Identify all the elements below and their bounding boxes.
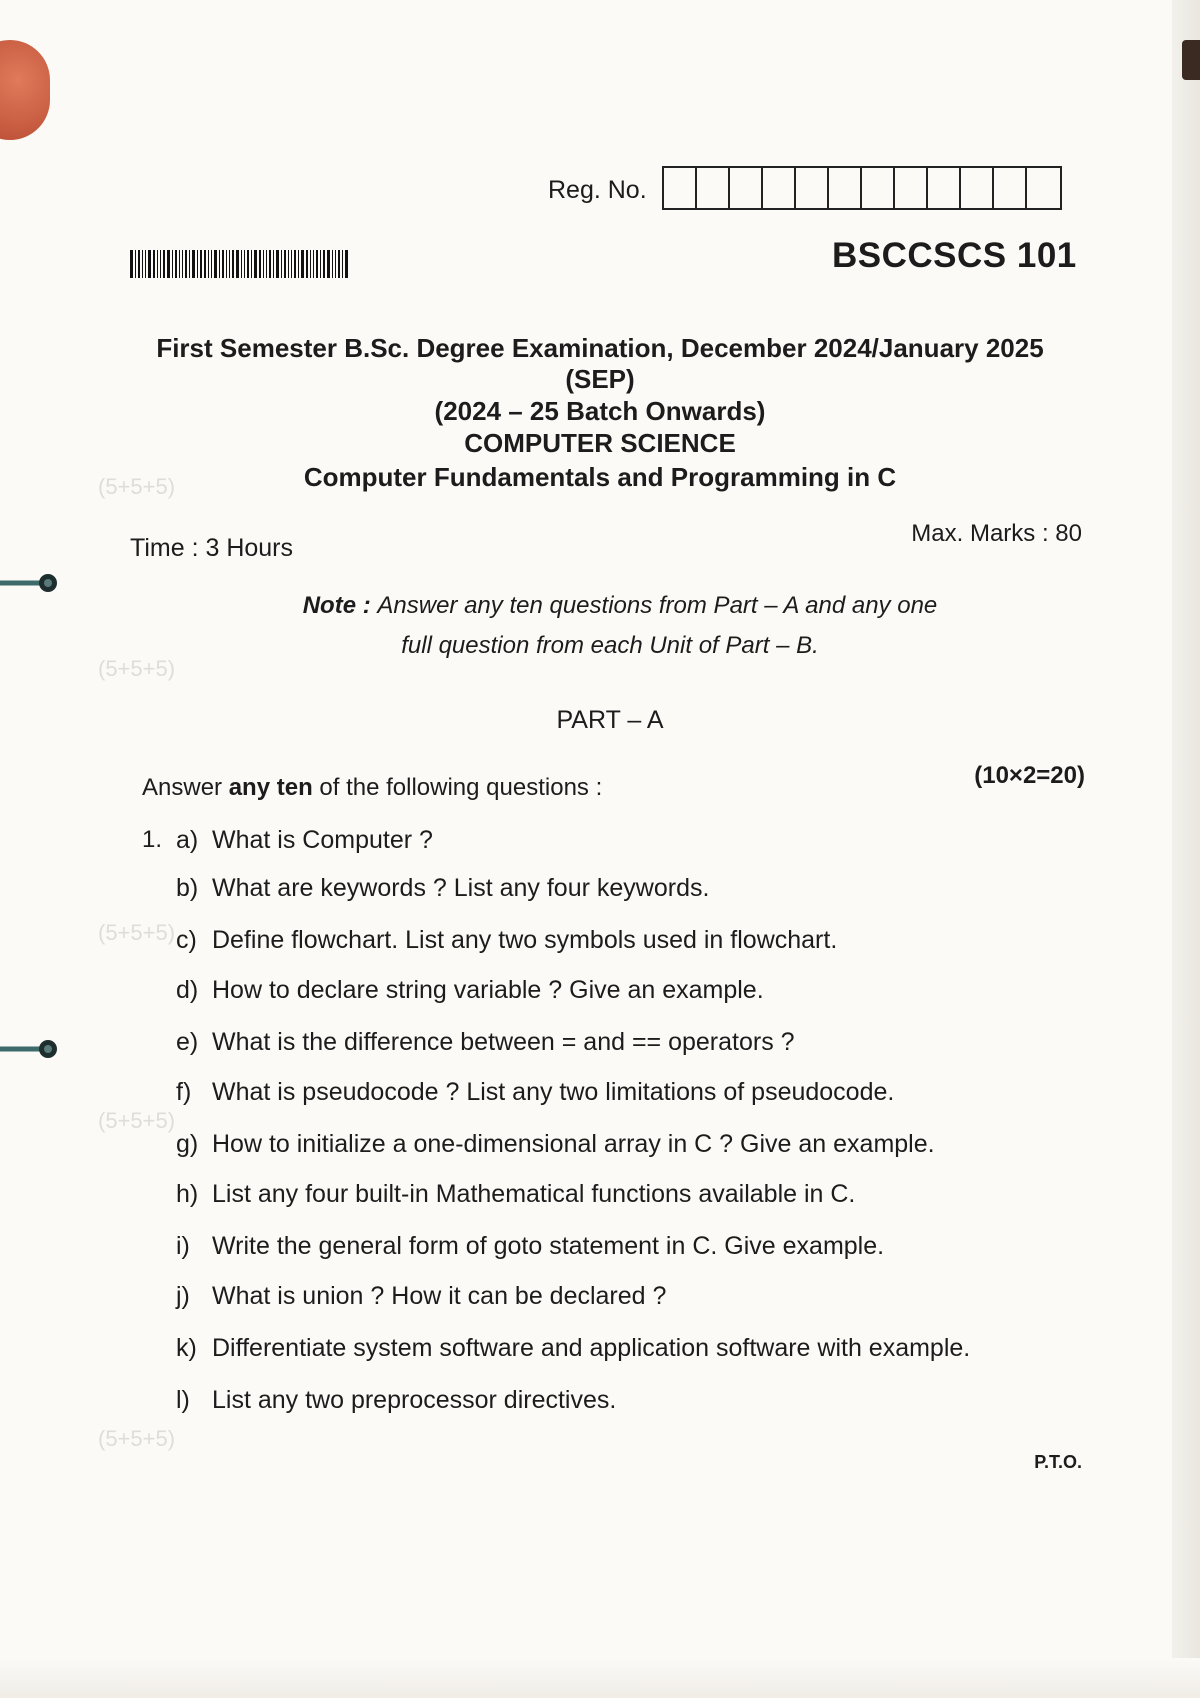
question-text: How to initialize a one-dimensional array in C ? Give an example. (212, 1130, 935, 1158)
question-item (176, 1232, 884, 1261)
barcode-bar (167, 250, 170, 278)
barcode-bar (163, 250, 165, 278)
reg-no-label: Reg. No. (548, 176, 647, 204)
question-label: d) (176, 976, 199, 1004)
question-label: h) (176, 1180, 199, 1208)
max-marks: Max. Marks : 80 (911, 520, 1082, 547)
barcode-bar (138, 250, 140, 278)
barcode-bar (192, 250, 195, 278)
instruction-bold: any ten (228, 774, 313, 801)
bleed-through: (5+5+5) (98, 474, 176, 499)
question-item (176, 926, 837, 955)
barcode-bar (269, 250, 271, 278)
barcode-bar (236, 250, 239, 278)
bleed-through: (5+5+5) (98, 656, 176, 681)
barcode-bar (327, 250, 330, 278)
question-number: 1. (142, 826, 163, 853)
note-prefix: Note : (302, 592, 378, 619)
question-item (176, 1334, 970, 1363)
barcode-bar (219, 250, 220, 278)
question-label: b) (176, 874, 199, 902)
barcode-bar (313, 250, 314, 278)
barcode-bar (208, 250, 209, 278)
barcode-bar (222, 250, 224, 278)
barcode-bar (241, 250, 242, 278)
question-label: f) (176, 1078, 192, 1106)
part-marks: (10×2=20) (974, 762, 1085, 789)
barcode-bar (244, 250, 245, 278)
instruction-post: of the following questions : (312, 774, 603, 801)
reg-no-box[interactable] (862, 168, 895, 208)
barcode-bar (179, 250, 180, 278)
barcode (130, 250, 392, 278)
barcode-bar (160, 250, 161, 278)
question-text: Define flowchart. List any two symbols used in flowchart. (212, 926, 838, 954)
barcode-bar (345, 250, 348, 278)
barcode-bar (306, 250, 308, 278)
page-edge-bottom (0, 1658, 1200, 1698)
barcode-bar (320, 250, 321, 278)
note-text-2: full question from each Unit of Part – B. (401, 632, 819, 659)
barcode-bar (232, 250, 234, 278)
question-label: l) (176, 1386, 190, 1414)
reg-no-box[interactable] (928, 168, 961, 208)
course-title: Computer Fundamentals and Programming in C (303, 462, 897, 492)
question-text: Write the general form of goto statement in C. Give example. (212, 1232, 885, 1260)
reg-no-box[interactable] (664, 168, 697, 208)
barcode-bar (276, 250, 279, 278)
reg-no-box[interactable] (829, 168, 862, 208)
barcode-bar (229, 250, 230, 278)
binder-clip (1182, 40, 1200, 80)
barcode-bar (266, 250, 267, 278)
question-label: a) (176, 826, 199, 854)
reg-no-box[interactable] (994, 168, 1027, 208)
barcode-bar (298, 250, 299, 278)
instruction (142, 774, 602, 802)
note-text-1: Answer any ten questions from Part – A and any one (377, 592, 938, 619)
barcode-bar (135, 250, 136, 278)
bleed-through: (5+5+5) (98, 1108, 176, 1133)
question-item (176, 826, 433, 855)
question-text: What is union ? How it can be declared ? (212, 1282, 667, 1310)
barcode-bar (338, 250, 340, 278)
barcode-bar (157, 250, 158, 278)
barcode-bar (189, 250, 190, 278)
barcode-bar (284, 250, 286, 278)
bleed-through: (5+5+5) (98, 920, 176, 945)
barcode-bar (310, 250, 311, 278)
note-line-1 (20, 592, 1200, 620)
barcode-bar (263, 250, 264, 278)
barcode-bar (153, 250, 155, 278)
question-text: What is Computer ? (212, 826, 433, 854)
question-text: List any four built-in Mathematical functions available in C. (212, 1180, 856, 1208)
barcode-bar (259, 250, 261, 278)
question-text: What are keywords ? List any four keywords. (212, 874, 710, 902)
barcode-bar (211, 250, 212, 278)
barcode-bar (175, 250, 177, 278)
question-item (176, 1028, 795, 1057)
reg-no-box[interactable] (730, 168, 763, 208)
question-label: i) (176, 1232, 190, 1260)
question-item (176, 1180, 855, 1209)
instruction-pre: Answer (142, 774, 229, 801)
barcode-bar (200, 250, 202, 278)
barcode-bar (197, 250, 198, 278)
exam-title: First Semester B.Sc. Degree Examination, December 2024/January 2025 (156, 333, 1044, 363)
binding-ring (0, 572, 62, 594)
barcode-bar (342, 250, 343, 278)
barcode-bar (204, 250, 206, 278)
reg-no-box[interactable] (961, 168, 994, 208)
barcode-bar (247, 250, 249, 278)
barcode-bar (130, 250, 133, 278)
question-item (176, 1078, 894, 1107)
question-label: j) (176, 1282, 190, 1310)
reg-no-box[interactable] (763, 168, 796, 208)
time-allowed: Time : 3 Hours (130, 534, 294, 562)
barcode-bar (185, 250, 187, 278)
bleed-through: (5+5+5) (98, 1426, 176, 1451)
part-heading: PART – A (556, 706, 664, 734)
barcode-bar (142, 250, 143, 278)
barcode-bar (182, 250, 183, 278)
reg-no-box[interactable] (796, 168, 829, 208)
barcode-bar (281, 250, 282, 278)
barcode-bar (291, 250, 292, 278)
reg-no-box[interactable] (895, 168, 928, 208)
question-item (176, 976, 764, 1005)
barcode-bar (288, 250, 289, 278)
barcode-bar (172, 250, 173, 278)
binding-ring (0, 1038, 62, 1060)
subject: COMPUTER SCIENCE (464, 428, 736, 458)
barcode-bar (323, 250, 325, 278)
barcode-bar (251, 250, 252, 278)
barcode-bar (273, 250, 274, 278)
reg-no-box[interactable] (1027, 168, 1060, 208)
reg-no-boxes[interactable] (662, 166, 1062, 210)
reg-no-box[interactable] (697, 168, 730, 208)
question-text: How to declare string variable ? Give an example. (212, 976, 764, 1004)
question-item (176, 1282, 666, 1311)
question-text: List any two preprocessor directives. (212, 1386, 617, 1414)
barcode-bar (214, 250, 217, 278)
question-text: What is the difference between = and == operators ? (212, 1028, 795, 1056)
scheme: (SEP) (565, 364, 635, 394)
barcode-bar (226, 250, 227, 278)
barcode-bar (335, 250, 336, 278)
question-label: k) (176, 1334, 197, 1362)
barcode-bar (294, 250, 296, 278)
note-line-2 (10, 632, 1200, 660)
batch: (2024 – 25 Batch Onwards) (434, 396, 766, 426)
question-item (176, 1386, 616, 1415)
barcode-bar (145, 250, 146, 278)
paper-code: BSCCSCS 101 (832, 236, 1077, 275)
question-text: What is pseudocode ? List any two limitations of pseudocode. (212, 1078, 895, 1106)
question-label: e) (176, 1028, 199, 1056)
barcode-bar (254, 250, 257, 278)
pto-label: P.T.O. (1034, 1452, 1082, 1472)
question-label: c) (176, 926, 197, 954)
barcode-bar (301, 250, 304, 278)
question-item (176, 1130, 935, 1159)
question-item (176, 874, 709, 903)
barcode-bar (316, 250, 318, 278)
barcode-bar (148, 250, 151, 278)
page-edge (1172, 0, 1200, 1698)
question-label: g) (176, 1130, 199, 1158)
question-text: Differentiate system software and application software with example. (212, 1334, 971, 1362)
barcode-bar (332, 250, 333, 278)
